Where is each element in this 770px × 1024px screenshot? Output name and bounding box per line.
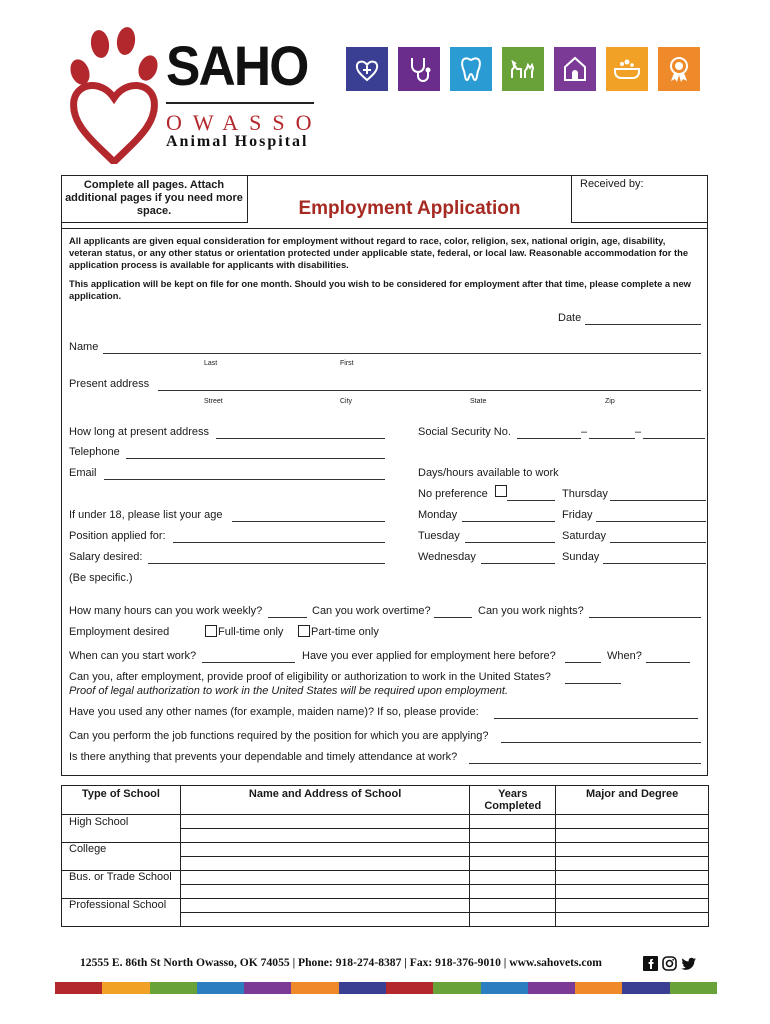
email-label: Email — [69, 467, 97, 479]
address-street-caption: Street — [204, 398, 223, 405]
tuesday-field[interactable] — [465, 542, 555, 543]
stripe-segment — [55, 982, 102, 994]
stripe-segment — [339, 982, 386, 994]
thursday-label: Thursday — [562, 488, 608, 500]
date-label: Date — [558, 312, 582, 324]
address-label: Present address — [69, 378, 150, 390]
proof-eligibility-label: Can you, after employment, provide proof of eligibility or authorization to work in the United States? — [69, 671, 551, 683]
table-cell[interactable] — [556, 899, 709, 913]
ssn-dash: – — [581, 426, 588, 438]
table-cell[interactable] — [180, 885, 469, 899]
table-cell[interactable] — [470, 899, 556, 913]
other-names-field[interactable] — [494, 718, 698, 719]
table-row — [62, 843, 709, 857]
stripe-segment — [291, 982, 338, 994]
monday-field[interactable] — [462, 521, 555, 522]
applied-before-field[interactable] — [565, 662, 601, 663]
position-field[interactable] — [173, 542, 385, 543]
award-ribbon-icon — [658, 47, 700, 91]
stripe-segment — [575, 982, 622, 994]
attendance-label: Is there anything that prevents your dependable and timely attendance at work? — [69, 751, 458, 763]
address-state-caption: State — [470, 398, 487, 405]
table-cell[interactable] — [470, 871, 556, 885]
bathtub-icon — [606, 47, 648, 91]
table-cell[interactable] — [470, 843, 556, 857]
table-cell[interactable] — [556, 885, 709, 899]
telephone-label: Telephone — [69, 446, 120, 458]
received-by-field[interactable]: Received by: — [571, 175, 708, 223]
stripe-segment — [102, 982, 149, 994]
hours-weekly-label: How many hours can you work weekly? — [69, 605, 263, 617]
how-long-label: How long at present address — [69, 426, 210, 438]
brand-tagline: Animal Hospital — [166, 133, 309, 150]
date-field[interactable] — [585, 324, 701, 325]
heart-paw-icon — [346, 47, 388, 91]
proof-eligibility-field[interactable] — [565, 683, 621, 684]
thursday-field[interactable] — [610, 500, 706, 501]
saturday-label: Saturday — [562, 530, 607, 542]
facebook-icon[interactable] — [643, 956, 658, 971]
when-label: When? — [607, 650, 642, 662]
address-zip-caption: Zip — [605, 398, 615, 405]
logo-divider — [166, 102, 314, 104]
start-work-field[interactable] — [202, 662, 295, 663]
color-stripe — [55, 982, 717, 994]
social-links — [643, 956, 697, 971]
table-cell[interactable] — [470, 829, 556, 843]
column-header: Major and Degree — [556, 786, 709, 815]
school-type-cell: Professional School — [62, 899, 181, 927]
table-cell[interactable] — [470, 885, 556, 899]
twitter-icon[interactable] — [681, 956, 697, 971]
column-header: Years Completed — [470, 786, 556, 815]
table-row — [62, 899, 709, 913]
proof-note: Proof of legal authorization to work in the United States will be required upon employment. — [69, 685, 509, 697]
friday-field[interactable] — [596, 521, 706, 522]
sunday-field[interactable] — [603, 563, 706, 564]
education-table — [61, 785, 709, 927]
table-cell[interactable] — [470, 815, 556, 829]
stripe-segment — [622, 982, 669, 994]
service-tiles — [346, 47, 700, 91]
table-cell[interactable] — [556, 843, 709, 857]
no-preference-field[interactable] — [507, 500, 555, 501]
footer-contact: 12555 E. 86th St North Owasso, OK 74055 | Phone: 918-274-8387 | Fax: 918-376-9010 | www.sahovets.com — [80, 956, 602, 969]
part-time-label: Part-time only — [311, 626, 379, 638]
ssn-label: Social Security No. — [418, 426, 511, 438]
wednesday-label: Wednesday — [418, 551, 476, 563]
under-18-field[interactable] — [232, 521, 385, 522]
name-first-caption: First — [340, 360, 354, 367]
no-preference-checkbox[interactable] — [495, 485, 507, 497]
sunday-label: Sunday — [562, 551, 600, 563]
school-type-cell: High School — [62, 815, 181, 843]
employment-desired-label: Employment desired — [69, 626, 170, 638]
column-header: Name and Address of School — [180, 786, 469, 815]
table-cell[interactable] — [180, 913, 469, 927]
monday-label: Monday — [418, 509, 458, 521]
table-cell[interactable] — [556, 871, 709, 885]
retention-statement: This application will be kept on file for one month. Should you wish to be considered for employment after that time, please complete a new application. — [69, 278, 691, 301]
salary-field[interactable] — [148, 563, 385, 564]
table-cell[interactable] — [180, 829, 469, 843]
tooth-icon — [450, 47, 492, 91]
instructions-note: Complete all pages. Attach additional pages if you need more space. — [61, 175, 248, 223]
position-label: Position applied for: — [69, 530, 166, 542]
full-time-checkbox[interactable] — [205, 625, 217, 637]
table-cell[interactable] — [180, 871, 469, 885]
ssn-part3-field[interactable] — [643, 438, 705, 439]
job-functions-field[interactable] — [501, 742, 701, 743]
be-specific-note: (Be specific.) — [69, 572, 133, 584]
attendance-field[interactable] — [469, 763, 701, 764]
brand-name: SAHO — [166, 34, 308, 97]
full-time-label: Full-time only — [218, 626, 284, 638]
name-field[interactable] — [103, 353, 701, 354]
table-cell[interactable] — [470, 913, 556, 927]
school-type-cell: Bus. or Trade School — [62, 871, 181, 899]
table-cell[interactable] — [556, 829, 709, 843]
table-row — [62, 815, 709, 829]
stripe-segment — [244, 982, 291, 994]
stripe-segment — [197, 982, 244, 994]
form-title: Employment Application — [298, 198, 521, 219]
table-header-row — [62, 786, 709, 815]
when-field[interactable] — [646, 662, 690, 663]
table-cell[interactable] — [556, 815, 709, 829]
table-cell[interactable] — [556, 913, 709, 927]
stripe-segment — [670, 982, 717, 994]
saturday-field[interactable] — [610, 542, 706, 543]
address-city-caption: City — [340, 398, 353, 405]
email-field[interactable] — [104, 479, 385, 480]
ssn-part1-field[interactable] — [517, 438, 581, 439]
brand-location: OWASSO — [166, 110, 323, 135]
table-cell[interactable] — [180, 815, 469, 829]
ssn-dash: – — [635, 426, 642, 438]
instagram-icon[interactable] — [662, 956, 677, 971]
stripe-segment — [386, 982, 433, 994]
stripe-segment — [481, 982, 528, 994]
address-field[interactable] — [158, 390, 701, 391]
other-names-label: Have you used any other names (for example, maiden name)? If so, please provide: — [69, 706, 479, 718]
stripe-segment — [150, 982, 197, 994]
tuesday-label: Tuesday — [418, 530, 460, 542]
job-functions-label: Can you perform the job functions required by the position for which you are applying? — [69, 730, 489, 742]
stripe-segment — [528, 982, 575, 994]
wednesday-field[interactable] — [481, 563, 555, 564]
part-time-checkbox[interactable] — [298, 625, 310, 637]
how-long-field[interactable] — [216, 438, 385, 439]
name-last-caption: Last — [204, 360, 218, 367]
name-label: Name — [69, 341, 99, 353]
under-18-label: If under 18, please list your age — [69, 509, 223, 521]
applied-before-label: Have you ever applied for employment here before? — [302, 650, 556, 662]
nights-field[interactable] — [589, 617, 701, 618]
overtime-field[interactable] — [434, 617, 472, 618]
stethoscope-icon — [398, 47, 440, 91]
nights-label: Can you work nights? — [478, 605, 584, 617]
hours-weekly-field[interactable] — [268, 617, 307, 618]
dog-cat-icon — [502, 47, 544, 91]
table-row — [62, 871, 709, 885]
table-cell[interactable] — [180, 843, 469, 857]
no-preference-label: No preference — [418, 488, 488, 500]
start-work-label: When can you start work? — [69, 650, 197, 662]
overtime-label: Can you work overtime? — [312, 605, 431, 617]
school-type-cell: College — [62, 843, 181, 871]
ssn-part2-field[interactable] — [589, 438, 635, 439]
friday-label: Friday — [562, 509, 593, 521]
paw-heart-logo-icon — [64, 24, 164, 164]
table-cell[interactable] — [470, 857, 556, 871]
salary-label: Salary desired: — [69, 551, 143, 563]
column-header: Type of School — [62, 786, 181, 815]
days-hours-label: Days/hours available to work — [418, 467, 559, 479]
telephone-field[interactable] — [126, 458, 385, 459]
table-cell[interactable] — [180, 857, 469, 871]
pet-house-icon — [554, 47, 596, 91]
table-cell[interactable] — [556, 857, 709, 871]
equal-opportunity-statement: All applicants are given equal consideration for employment without regard to race, color, religion, sex, national origin, age, disability, veteran status, or any other status or orientation protected under applicable state, federal, or local law. Reasonable accommodation for the application process is available for applicants with disabilities. — [69, 235, 689, 270]
table-cell[interactable] — [180, 899, 469, 913]
stripe-segment — [433, 982, 480, 994]
